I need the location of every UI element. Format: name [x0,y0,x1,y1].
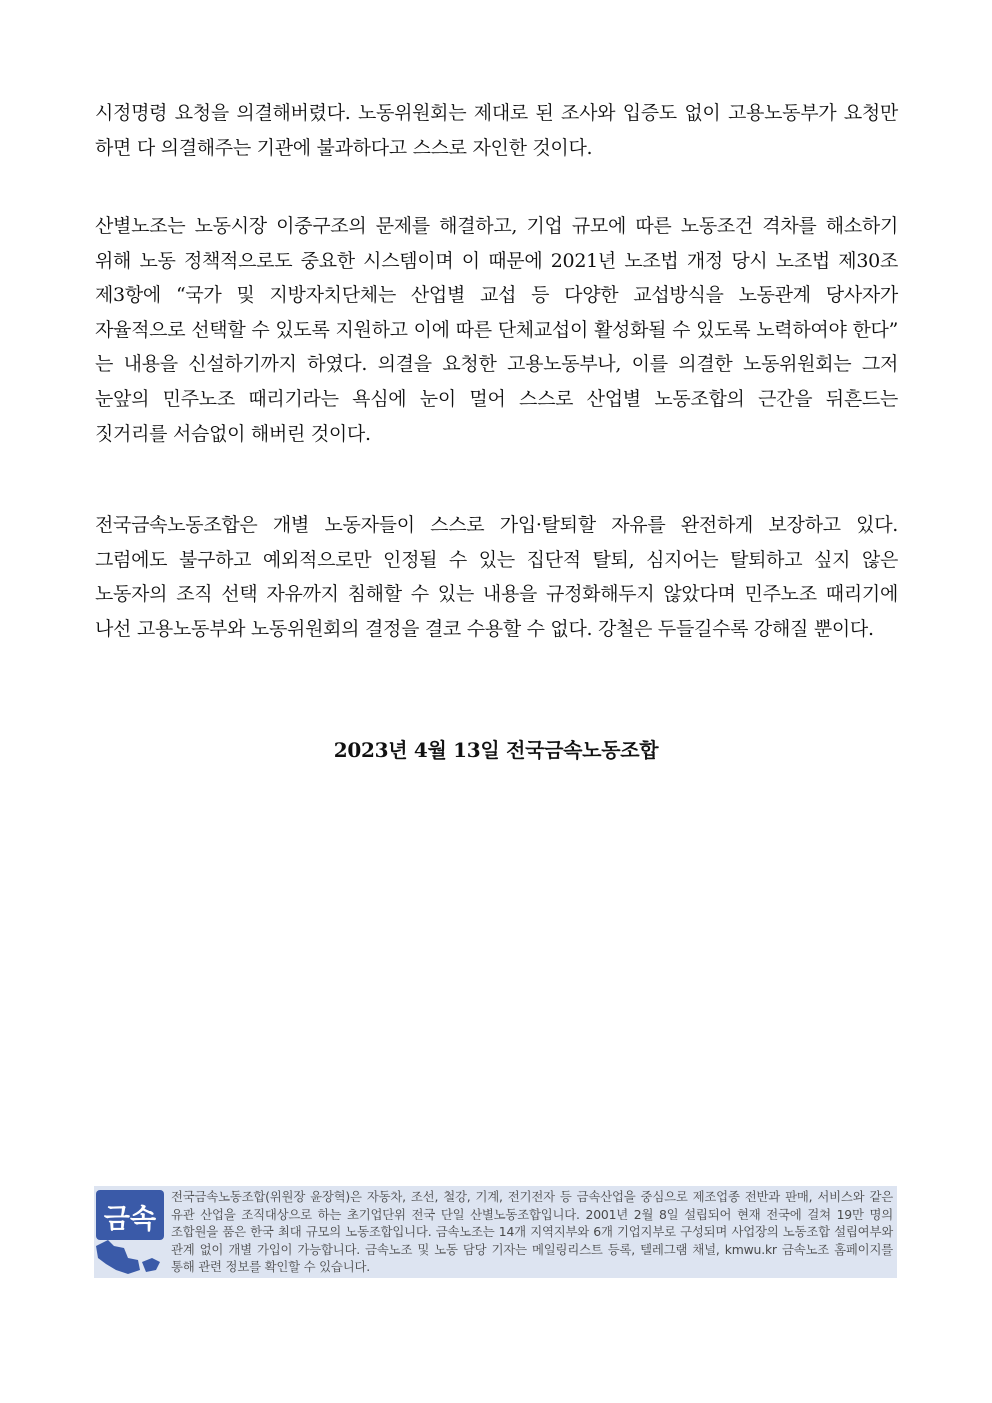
footer-description: 전국금속노동조합(위원장 윤장혁)은 자동차, 조선, 철강, 기계, 전기전자 등 금속산업을 중심으로 제조업종 전반과 판매, 서비스와 같은 유관 산업을 조직대상으로 하는 초기업단위 전국 단일 산별노동조합입니다. 2001년 2월 8일 설립되어 현재 전국에 걸쳐 19만 명의 조합원을 품은 한국 최대 규모의 노동조합입니다. 금속노조는 14개 지역지부와 6개 기업지부로 구성되며 사업장의 노동조합 설립여부와 관계 없이 개별 가입이 가능합니다. 금속노조 및 노동 담당 기자는 메일링리스트 등록, 텔레그램 채널, kmwu.kr 금속노조 홈페이지를 통해 관련 정보를 확인할 수 있습니다. [171,1189,893,1275]
body-paragraph-1: 시정명령 요청을 의결해버렸다. 노동위원회는 제대로 된 조사와 입증도 없이 고용노동부가 요청만 하면 다 의결해주는 기관에 불과하다고 스스로 자인한 것이다. [95,102,898,159]
logo-text: 금속 [103,1204,157,1235]
footer-info-box [94,1186,897,1278]
date-signature: 2023년 4월 13일 전국금속노동조합 [333,738,659,762]
body-paragraph-3: 전국금속노동조합은 개별 노동자들이 스스로 가입·탈퇴할 자유를 완전하게 보장하고 있다. 그럼에도 불구하고 예외적으로만 인정될 수 있는 집단적 탈퇴, 심지어는 탈퇴하고 싶지 않은 노동자의 조직 선택 자유까지 침해할 수 있는 내용을 규정화해두지 않았다며 민주노조 때리기에 나선 고용노동부와 노동위원회의 결정을 결코 수용할 수 없다. 강철은 두들길수록 강해질 뿐이다. [95,514,899,640]
union-logo [94,1188,166,1276]
body-paragraph-2: 산별노조는 노동시장 이중구조의 문제를 해결하고, 기업 규모에 따른 노동조건 격차를 해소하기 위해 노동 정책적으로도 중요한 시스템이며 이 때문에 2021년 노조법 개정 당시 노조법 제30조 제3항에 “국가 및 지방자치단체는 산업별 교섭 등 다양한 교섭방식을 노동관계 당사자가 자율적으로 선택할 수 있도록 지원하고 이에 따른 단체교섭이 활성화될 수 있도록 노력하여야 한다” 는 내용을 신설하기까지 하였다. 의결을 요청한 고용노동부나, 이를 의결한 노동위원회는 그저 눈앞의 민주노조 때리기라는 욕심에 눈이 멀어 스스로 산업별 노동조합의 근간을 뒤흔드는 짓거리를 서슴없이 해버린 것이다. [95,215,898,445]
